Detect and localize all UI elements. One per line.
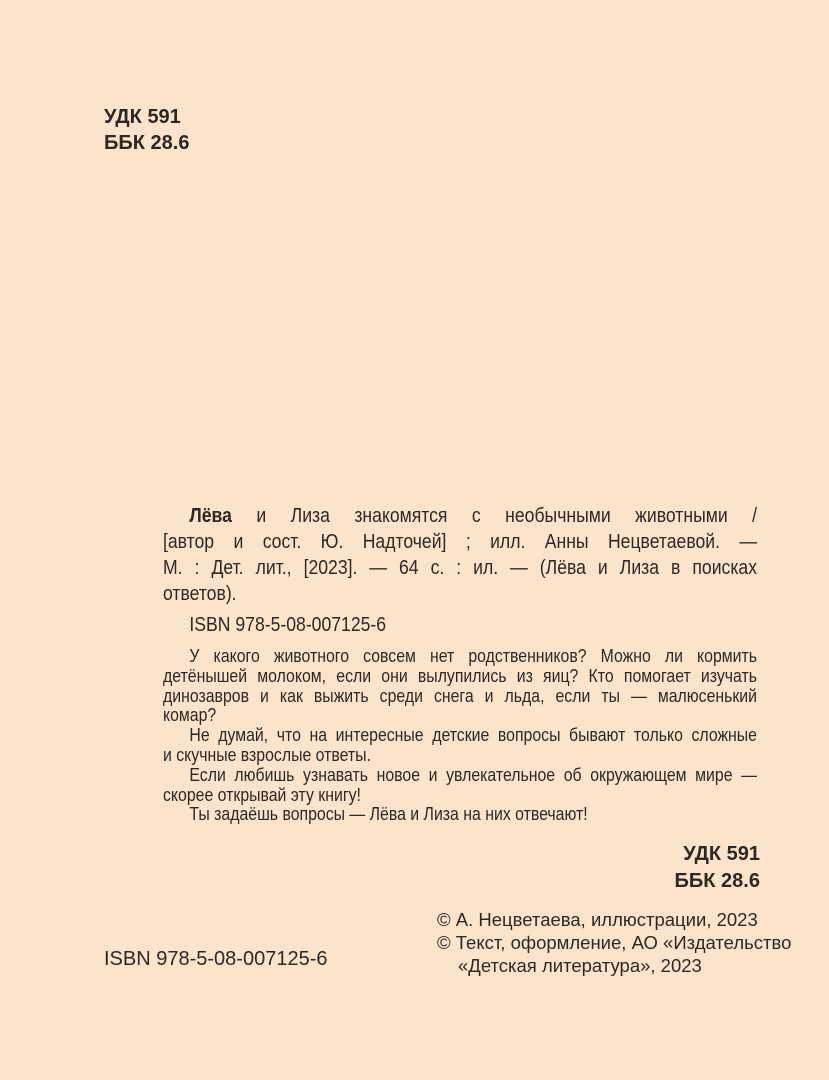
text-line: У какого животного совсем нет родственников? Можно ли кормить (189, 646, 757, 666)
text-line: детёнышей молоком, если они вылупились из яиц? Кто помогает изучать (163, 665, 757, 686)
text-line: М. : Дет. лит., [2023]. — 64 с. : ил. — (Лёва и Лиза в поисках (163, 557, 757, 579)
text-line: Если любишь узнавать новое и увлекательное об окружающем мире — (189, 764, 757, 785)
copyright-line-illustrations: © А. Нецветаева, иллюстрации, 2023 (437, 909, 758, 930)
copyright-line-publisher: © Текст, оформление, АО «Издательство (437, 932, 792, 953)
udk-bbk-codes-right (675, 841, 760, 895)
annotation (163, 647, 757, 825)
text-line: Ты задаёшь вопросы — Лёва и Лиза на них отвечают! (189, 804, 588, 825)
copyright-block (437, 908, 791, 977)
udk-code: УДК 591 (104, 106, 181, 128)
isbn-number: ISBN 978-5-08-007125-6 (189, 614, 387, 636)
text-line: динозавров и как выжить среди снега и льда, если ты — малюсенький (163, 685, 757, 706)
udk-code-right: УДК 591 (683, 843, 760, 865)
text-line: [автор и сост. Ю. Надточей] ; илл. Анны Нецветаевой. — (163, 531, 757, 553)
text-line (163, 503, 757, 529)
annotation-paragraph (163, 766, 757, 806)
bbk-code: ББК 28.6 (104, 132, 190, 154)
text-line: ответов). (163, 583, 237, 605)
annotation-paragraph (163, 726, 757, 766)
udk-bbk-codes-top (104, 104, 189, 156)
text-span: и Лиза знакомятся с необычными животными / (231, 505, 757, 527)
text-line: скорее открывай эту книгу! (163, 784, 361, 805)
text-line: Не думай, что на интересные детские вопросы бывают только сложные (189, 725, 757, 746)
annotation-paragraph (163, 805, 757, 825)
bbk-code-right: ББК 28.6 (674, 870, 760, 892)
main-text-column (163, 503, 757, 825)
isbn-number-bottom: ISBN 978-5-08-007125-6 (104, 948, 328, 970)
annotation-paragraph (163, 647, 757, 726)
bibliographic-record (163, 503, 757, 607)
text-line: комар? (163, 705, 217, 726)
text-line: и скучные взрослые ответы. (163, 744, 371, 765)
title-bold-text: Лёва (189, 505, 232, 527)
copyright-line-publisher-2: «Детская литература», 2023 (458, 955, 702, 976)
